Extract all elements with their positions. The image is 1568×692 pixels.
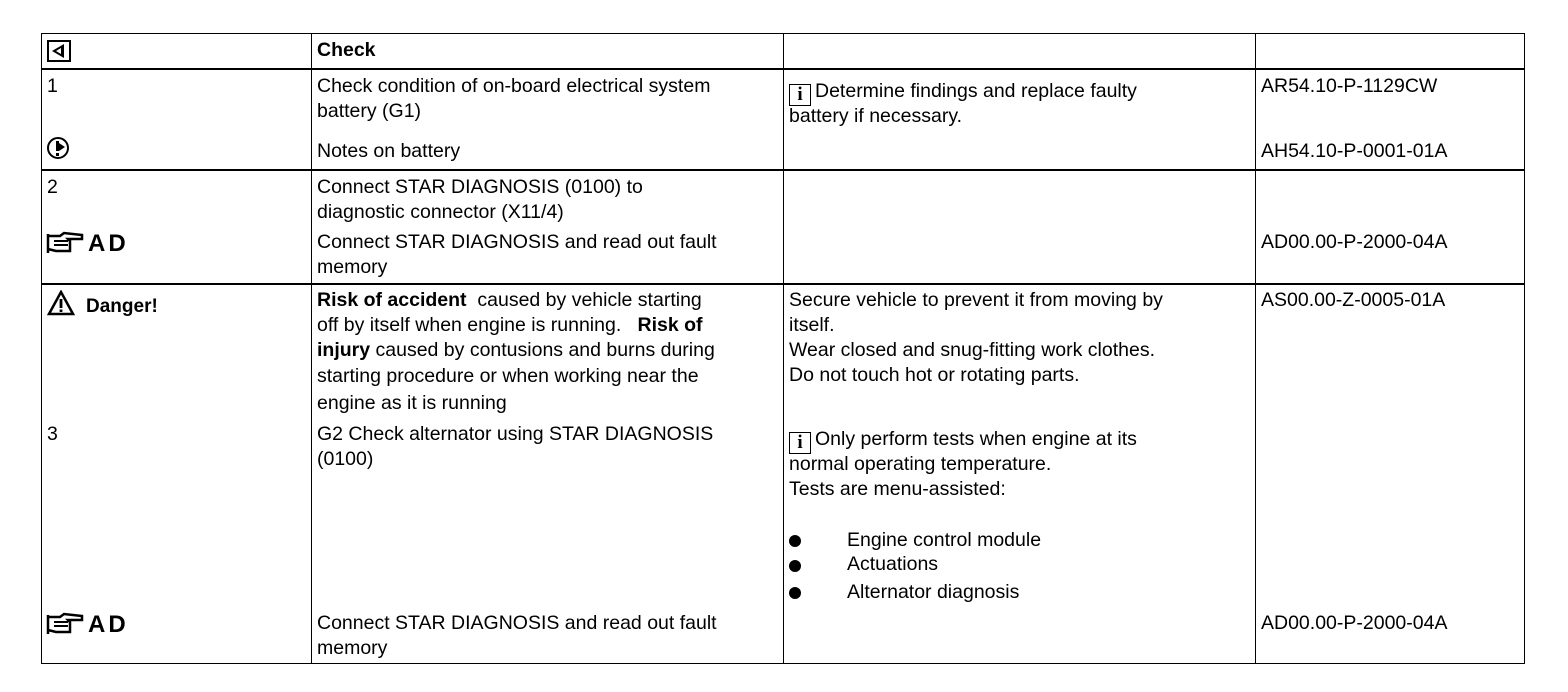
back-arrow-icon[interactable] xyxy=(47,40,71,62)
bullet-item: Engine control module xyxy=(847,529,1042,551)
info-note: i Determine findings and replace faulty xyxy=(789,79,1137,106)
info-note-text: battery if necessary. xyxy=(789,105,963,127)
action-text: Connect STAR DIAGNOSIS and read out fault xyxy=(317,612,717,634)
warning-triangle-icon xyxy=(47,290,75,316)
reference-link[interactable]: AH54.10-P-0001-01A xyxy=(1261,140,1448,162)
column-divider xyxy=(783,33,784,664)
risk-text: Risk of accident caused by vehicle starting xyxy=(317,289,702,311)
ad-label: AD xyxy=(88,230,129,257)
risk-text: engine as it is running xyxy=(317,392,507,414)
safety-note: Wear closed and snug-fitting work clothes. xyxy=(789,339,1155,361)
bullet-dot xyxy=(789,560,801,572)
reference-link[interactable]: AR54.10-P-1129CW xyxy=(1261,75,1438,97)
info-note-text: Tests are menu-assisted: xyxy=(789,478,1006,500)
bullet-item: Actuations xyxy=(847,553,939,575)
reference-link[interactable]: AD00.00-P-2000-04A xyxy=(1261,231,1448,253)
hand-pointer-icon xyxy=(46,612,86,636)
risk-text: starting procedure or when working near the xyxy=(317,365,699,387)
hand-pointer-icon xyxy=(46,231,86,255)
step-number: 2 xyxy=(47,176,58,198)
ad-label: AD xyxy=(88,611,129,638)
info-note: i Only perform tests when engine at its xyxy=(789,427,1137,454)
action-text: Check condition of on-board electrical system xyxy=(317,75,711,97)
header-check-label: Check xyxy=(317,39,376,61)
safety-note: Do not touch hot or rotating parts. xyxy=(789,364,1080,386)
bullet-item: Alternator diagnosis xyxy=(847,581,1020,603)
info-icon: i xyxy=(789,84,811,106)
bullet-dot xyxy=(789,535,801,547)
step-number: 3 xyxy=(47,423,58,445)
action-text: memory xyxy=(317,637,388,659)
reference-link[interactable]: AS00.00-Z-0005-01A xyxy=(1261,289,1446,311)
column-divider xyxy=(311,33,312,664)
safety-note: Secure vehicle to prevent it from moving by xyxy=(789,289,1163,311)
column-divider xyxy=(41,33,42,664)
action-text: Connect STAR DIAGNOSIS and read out fault xyxy=(317,231,717,253)
risk-text: injury caused by contusions and burns during xyxy=(317,339,715,361)
risk-text: off by itself when engine is running. Risk of xyxy=(317,314,703,336)
danger-label: Danger! xyxy=(86,296,158,317)
bullet-dot xyxy=(789,587,801,599)
info-icon: i xyxy=(789,432,811,454)
action-text: diagnostic connector (X11/4) xyxy=(317,201,564,223)
action-text: battery (G1) xyxy=(317,100,422,122)
safety-note: itself. xyxy=(789,314,835,336)
action-text: Connect STAR DIAGNOSIS (0100) to xyxy=(317,176,643,198)
action-text: G2 Check alternator using STAR DIAGNOSIS xyxy=(317,423,714,445)
action-text: memory xyxy=(317,256,388,278)
step-number: 1 xyxy=(47,75,58,97)
column-divider xyxy=(1255,33,1256,664)
info-note-text: normal operating temperature. xyxy=(789,453,1052,475)
action-text: Notes on battery xyxy=(317,140,461,162)
column-divider xyxy=(1524,33,1525,664)
action-text: (0100) xyxy=(317,448,374,470)
battery-note-icon xyxy=(46,136,72,160)
reference-link[interactable]: AD00.00-P-2000-04A xyxy=(1261,612,1448,634)
